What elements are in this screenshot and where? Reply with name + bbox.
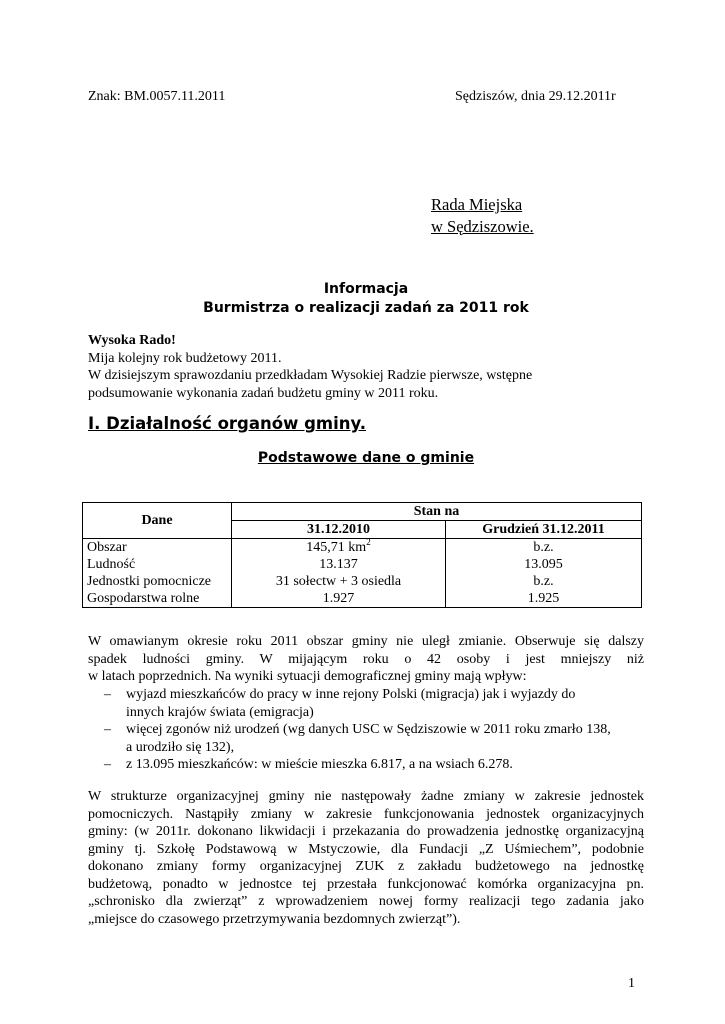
para2-line-3: gminy: (w 2011r. dokonano likwidacji i przekazania do prowadzenia jednostkę organizacyjną	[88, 824, 644, 839]
header-stan-na: Stan na	[232, 503, 642, 521]
list-item-line: innych krajów świata (emigracja)	[126, 704, 314, 720]
header-2011: Grudzień 31.12.2011	[446, 521, 642, 539]
section-heading: I. Działalność organów gminy.	[88, 414, 366, 433]
row-label: Obszar	[83, 539, 232, 557]
list-item	[104, 721, 649, 756]
row-value-2011: 1.925	[446, 590, 642, 608]
reference-number: Znak: BM.0057.11.2011	[88, 89, 226, 104]
table-row	[83, 573, 642, 590]
row-value-2011: b.z.	[446, 573, 642, 590]
para2-line-7: „schronisko dla zwierząt” z wprowadzeniem nowej formy realizacji tego zadania jako	[88, 894, 644, 909]
table-row	[83, 590, 642, 608]
para2-line-5: dokonano zmiany formy organizacyjnej ZUK z zakładu budżetowego na jednostkę	[88, 859, 644, 874]
basic-data-table	[82, 502, 642, 608]
document-title	[88, 280, 644, 318]
header-2010: 31.12.2010	[232, 521, 446, 539]
list-item-line: a urodziło się 132),	[126, 739, 235, 755]
row-value-2011: b.z.	[446, 539, 642, 557]
list-item	[104, 756, 649, 774]
title-line-1: Informacja	[323, 281, 409, 297]
list-item	[104, 686, 649, 721]
row-value-2010	[232, 539, 446, 557]
row-value-2010: 13.137	[232, 556, 446, 573]
place-and-date: Sędziszów, dnia 29.12.2011r	[455, 89, 616, 104]
list-item-line: wyjazd mieszkańców do pracy w inne rejony Polski (migracja) jak i wyjazdy do	[126, 687, 576, 702]
intro-line-1: Mija kolejny rok budżetowy 2011.	[88, 350, 282, 366]
page-number: 1	[628, 976, 635, 991]
list-item-line: z 13.095 mieszkańców: w mieście mieszka 6.817, a na wsiach 6.278.	[126, 757, 513, 772]
table-row	[83, 556, 642, 573]
para1-line-1: W omawianym okresie roku 2011 obszar gminy nie uległ zmianie. Obserwuje się dalszy	[88, 634, 644, 649]
para2-line-2: pomocniczych. Nastąpiły zmiany w zakresie funkcjonowania jednostek organizacyjnych	[88, 806, 644, 822]
intro-line-2: W dzisiejszym sprawozdaniu przedkładam Wysokiej Radzie pierwsze, wstępne	[88, 368, 533, 383]
table-row	[83, 539, 642, 557]
table-heading-text: Podstawowe dane o gminie	[257, 450, 475, 466]
row-label: Jednostki pomocnicze	[83, 573, 232, 590]
para2-line-1: W strukturze organizacyjnej gminy nie następowały żadne zmiany w zakresie jednostek	[88, 789, 644, 804]
list-item-line: więcej zgonów niż urodzeń (wg danych USC w Sędziszowie w 2011 roku zmarło 138,	[126, 722, 611, 737]
para2-line-8: „miejsce do czasowego przetrzymywania bezdomnych zwierząt”).	[88, 911, 461, 927]
row-value-2010: 1.927	[232, 590, 446, 608]
para2-line-4: gminy tj. Szkołę Podstawową w Mstyczowie, dla Fundacji „Z Uśmiechem”, podobnie	[88, 841, 644, 857]
recipient-line-1: Rada Miejska	[431, 195, 523, 214]
row-value-2011: 13.095	[446, 556, 642, 573]
row-value-2010: 31 sołectw + 3 osiedla	[232, 573, 446, 590]
row-label: Ludność	[83, 556, 232, 573]
intro-line-3: podsumowanie wykonania zadań budżetu gminy w 2011 roku.	[88, 385, 439, 401]
demographics-paragraph	[88, 633, 644, 686]
recipient-line-2: w Sędziszowie.	[431, 217, 534, 236]
dash-bullet: –	[104, 687, 111, 702]
organization-paragraph	[88, 788, 644, 928]
para2-line-6: budżetową, ponadto w jednostce tej przestała funkcjonować komórka organizacyjna pn.	[88, 876, 644, 892]
area-value: 145,71 km	[306, 540, 367, 555]
area-unit-exponent: 2	[366, 537, 371, 547]
para1-line-3: w latach poprzednich. Na wyniki sytuacji demograficznej gminy mają wpływ:	[88, 669, 527, 684]
para1-line-2: spadek ludności gminy. W mijającym roku o 42 osoby i jest mniejszy niż	[88, 651, 644, 667]
row-label: Gospodarstwa rolne	[83, 590, 232, 608]
salutation: Wysoka Rado!	[88, 333, 176, 348]
table-heading	[88, 450, 644, 466]
intro-paragraph	[88, 332, 648, 402]
demographics-list	[104, 686, 649, 774]
recipient-block	[431, 194, 534, 238]
dash-bullet: –	[104, 757, 111, 772]
dash-bullet: –	[104, 722, 111, 737]
title-line-2: Burmistrza o realizacji zadań za 2011 rok	[203, 300, 529, 316]
header-dane: Dane	[83, 503, 232, 539]
